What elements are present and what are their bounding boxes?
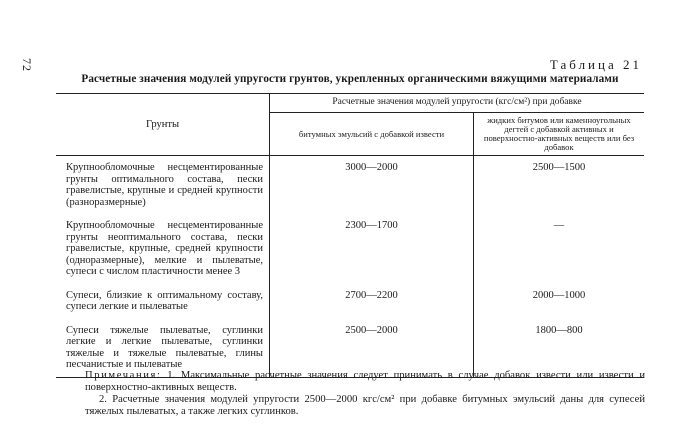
table-label: Таблица 21 bbox=[549, 57, 642, 72]
row-soil: Крупнообломочные несцементированные грунты неоптимального состава, пески гравелистые, крупные, средней крупности (одноразмерные), мелкие и пылеватые, супеси с числом пластичности менее 3 bbox=[66, 220, 263, 277]
table-row bbox=[56, 156, 644, 215]
table-row bbox=[56, 319, 644, 378]
table-row bbox=[56, 284, 644, 319]
row-value-1: 3000—2000 bbox=[270, 156, 474, 215]
header-col-liquid-bitumen: жидких битумов или каменноугольных дегтей с добавкой активных и поверхностно-активных веществ или без добавок bbox=[474, 113, 645, 156]
row-soil: Супеси тяжелые пылеватые, суглинки легкие и легкие пылеватые, суглинки тяжелые и тяжелые пылеватые, глины песчанистые и пылеватые bbox=[66, 324, 263, 370]
notes bbox=[85, 370, 645, 418]
page-number: 72 bbox=[20, 58, 34, 72]
row-soil: Супеси, близкие к оптимальному составу, супеси легкие и пылеватые bbox=[66, 289, 263, 312]
row-value-2: 1800—800 bbox=[535, 324, 583, 336]
row-value-1: 2500—2000 bbox=[270, 319, 474, 378]
header-col-bitumen-emulsion: битумных эмульсий с добавкой извести bbox=[270, 113, 474, 156]
row-soil: Крупнообломочные несцементированные грунты оптимального состава, пески гравелистые, крупные и средней крупности (разноразмерные) bbox=[66, 162, 263, 208]
row-value-2: 2000—1000 bbox=[532, 289, 586, 301]
row-value-1: 2300—1700 bbox=[270, 214, 474, 284]
row-value-2: — bbox=[553, 220, 565, 231]
row-value-1: 2700—2200 bbox=[270, 284, 474, 319]
table-caption: Расчетные значения модулей упругости грунтов, укрепленных органическими вяжущими материалами bbox=[81, 73, 619, 85]
header-soils: Грунты bbox=[56, 94, 270, 156]
header-group: Расчетные значения модулей упругости (кгс/см²) при добавке bbox=[270, 94, 645, 113]
note-1-text: 1. Максимальные расчетные значения следует принимать в случае добавок извести или извести и поверхностно-активных веществ. bbox=[85, 370, 646, 393]
notes-label: Примечания: bbox=[85, 370, 162, 381]
row-value-2: 2500—1500 bbox=[532, 162, 586, 173]
note-2: 2. Расчетные значения модулей упругости 2500—2000 кгс/см² при добавке битумных эмульсий даны для супесей тяжелых пылеватых, а также легких суглинков. bbox=[85, 394, 645, 417]
table-row bbox=[56, 214, 644, 284]
note-1 bbox=[85, 370, 645, 394]
elastic-modulus-table bbox=[56, 93, 644, 378]
